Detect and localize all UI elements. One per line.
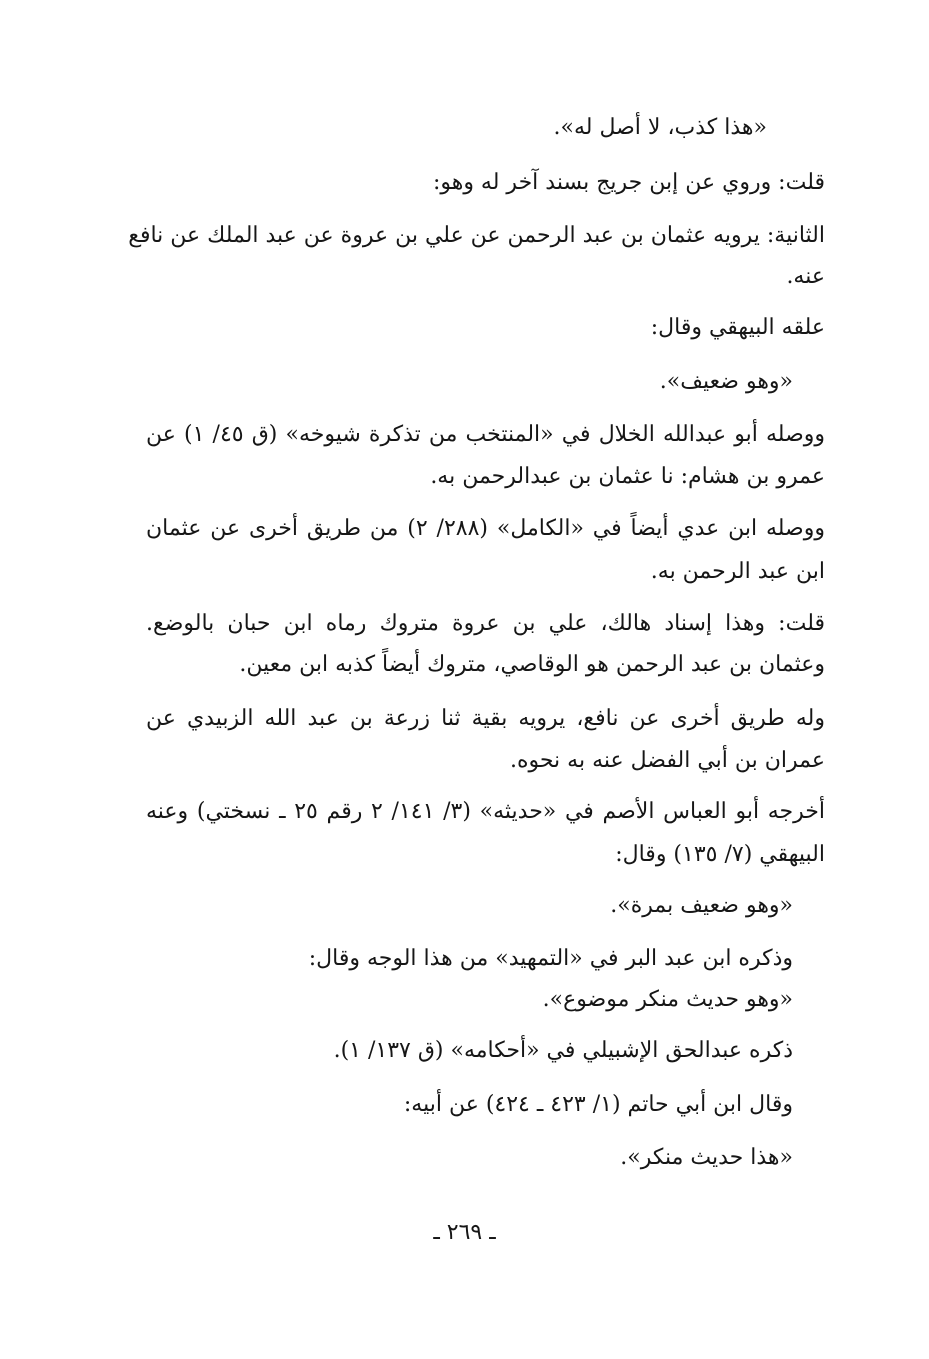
text-line-14: عمران بن أبي الفضل عنه به نحوه. <box>509 748 825 773</box>
text-line-20: ذكره عبدالحق الإشبيلي في «أحكامه» (ق ١٣٧/ ١). <box>333 1038 793 1063</box>
text-line-12: وعثمان بن عبد الرحمن هو الوقاصي، متروك أيضاً كذبه ابن معين. <box>239 652 825 677</box>
text-line-3: الثانية: يرويه عثمان بن عبد الرحمن عن علي بن عروة عن عبد الملك عن نافع <box>128 223 825 248</box>
text-line-2: قلت: وروي عن إبن جريج بسند آخر له وهو: <box>432 170 825 195</box>
text-line-16: البيهقي (٧/ ١٣٥) وقال: <box>615 842 825 867</box>
text-line-17: «وهو ضعيف بمرة». <box>610 893 793 918</box>
text-line-11: قلت: وهذا إسناد هالك، علي بن عروة متروك رماه ابن حبان بالوضع. <box>146 611 825 636</box>
text-line-9: ووصله ابن عدي أيضاً في «الكامل» (٢٨٨/ ٢) من طريق أخرى عن عثمان <box>146 516 825 541</box>
text-line-10: ابن عبد الرحمن به. <box>650 559 825 584</box>
text-line-21: وقال ابن أبي حاتم (١/ ٤٢٣ ـ ٤٢٤) عن أبيه: <box>403 1092 793 1117</box>
text-line-19: «وهو حديث منكر موضوع». <box>542 987 793 1012</box>
text-line-8: عمرو بن هشام: نا عثمان بن عبدالرحمن به. <box>430 464 825 489</box>
text-line-7: ووصله أبو عبدالله الخلال في «المنتخب من تذكرة شيوخه» (ق ٤٥/ ١) عن <box>146 422 826 447</box>
text-line-22: «هذا حديث منكر». <box>620 1145 793 1170</box>
text-line-6: «وهو ضعيف». <box>659 369 793 394</box>
text-line-13: وله طريق أخرى عن نافع، يرويه بقية ثنا زرعة بن عبد الله الزبيدي عن <box>146 706 825 731</box>
text-line-18: وذكره ابن عبد البر في «التمهيد» من هذا الوجه وقال: <box>308 946 793 971</box>
page-number: ـ ٢٦٩ ـ <box>433 1220 496 1245</box>
text-line-1: «هذا كذب، لا أصل له». <box>553 115 767 140</box>
text-line-5: علقه البيهقي وقال: <box>650 315 825 340</box>
text-line-4: عنه. <box>786 264 825 289</box>
text-line-15: أخرجه أبو العباس الأصم في «حديثه» (٣/ ١٤١/ ٢ رقم ٢٥ ـ نسختي) وعنه <box>146 799 826 824</box>
